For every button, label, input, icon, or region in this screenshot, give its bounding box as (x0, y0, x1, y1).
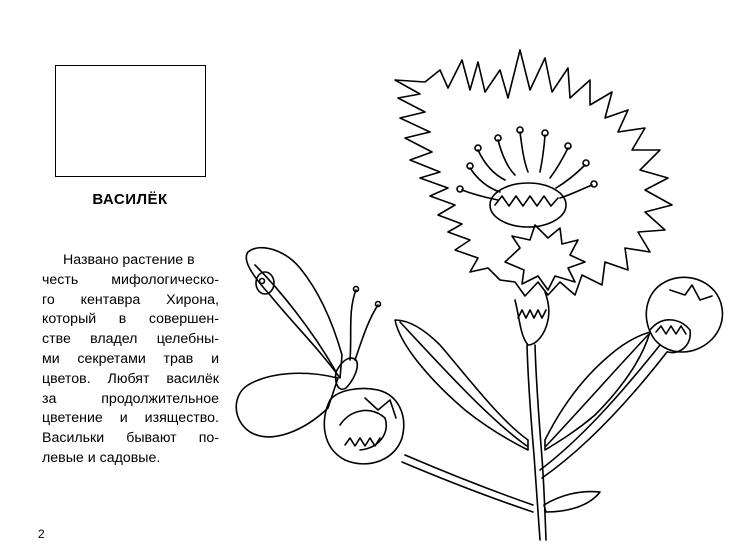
right-bud-zigzag (656, 326, 686, 334)
stamen-tip (457, 186, 463, 192)
butterfly-body (336, 358, 358, 389)
butterfly-antenna (350, 290, 356, 360)
left-branch-stem-inner (402, 462, 533, 512)
page-number: 2 (38, 527, 45, 541)
stamen-tip (591, 181, 597, 187)
butterfly-wing-spot-dot (260, 279, 265, 284)
paragraph-line: Названо растение в (63, 252, 195, 268)
paragraph-line: левые и садовые. (42, 449, 161, 466)
stamen (498, 140, 515, 175)
stamen (470, 168, 500, 192)
paragraph-line: стве владел целебны- (42, 331, 219, 348)
flower-calyx (515, 292, 549, 345)
right-bud (646, 277, 722, 352)
butterfly-antenna (355, 305, 378, 360)
stamen (560, 185, 592, 198)
paragraph-line: честь мифологическо- (42, 271, 219, 288)
stamen (462, 190, 498, 200)
paragraph-line: за продолжительное (42, 390, 219, 407)
paragraph-line: ми секретами трав и (42, 350, 219, 367)
page-title: ВАСИЛЁК (92, 191, 168, 208)
stamen (540, 135, 545, 172)
stamen (478, 150, 505, 180)
butterfly-wing-line (255, 265, 335, 370)
paragraph-line: цветение и изящество. (42, 410, 219, 427)
center-zigzag (495, 196, 558, 206)
left-leaf-vein (400, 322, 527, 446)
right-leaf-vein (546, 335, 648, 446)
paragraph-line: го кентавра Хирона, (42, 291, 219, 308)
stamen-tip (583, 160, 589, 166)
right-bud-scale (670, 285, 712, 300)
right-branch-stem-inner (542, 352, 667, 478)
calyx-zigzag (518, 310, 546, 318)
flower-petals (395, 50, 672, 296)
paragraph-line: который в совершен- (42, 311, 219, 328)
stamen (556, 165, 585, 188)
flower-center (490, 183, 566, 227)
stamen (520, 132, 528, 172)
butterfly-antenna-tip (354, 287, 359, 292)
butterfly-antenna-tip (376, 302, 381, 307)
lower-petal-crown (505, 225, 585, 290)
butterfly-lower-wing (236, 373, 338, 437)
left-branch-stem (405, 455, 533, 505)
left-bud-zigzag (345, 438, 380, 446)
right-bud-inner (650, 320, 690, 353)
paragraph-line: цветов. Любят василёк (42, 370, 219, 387)
bottom-leaf (544, 492, 600, 512)
stamen (550, 148, 568, 178)
paragraph-line: Васильки бывают по- (42, 430, 219, 447)
left-bud (324, 388, 403, 463)
